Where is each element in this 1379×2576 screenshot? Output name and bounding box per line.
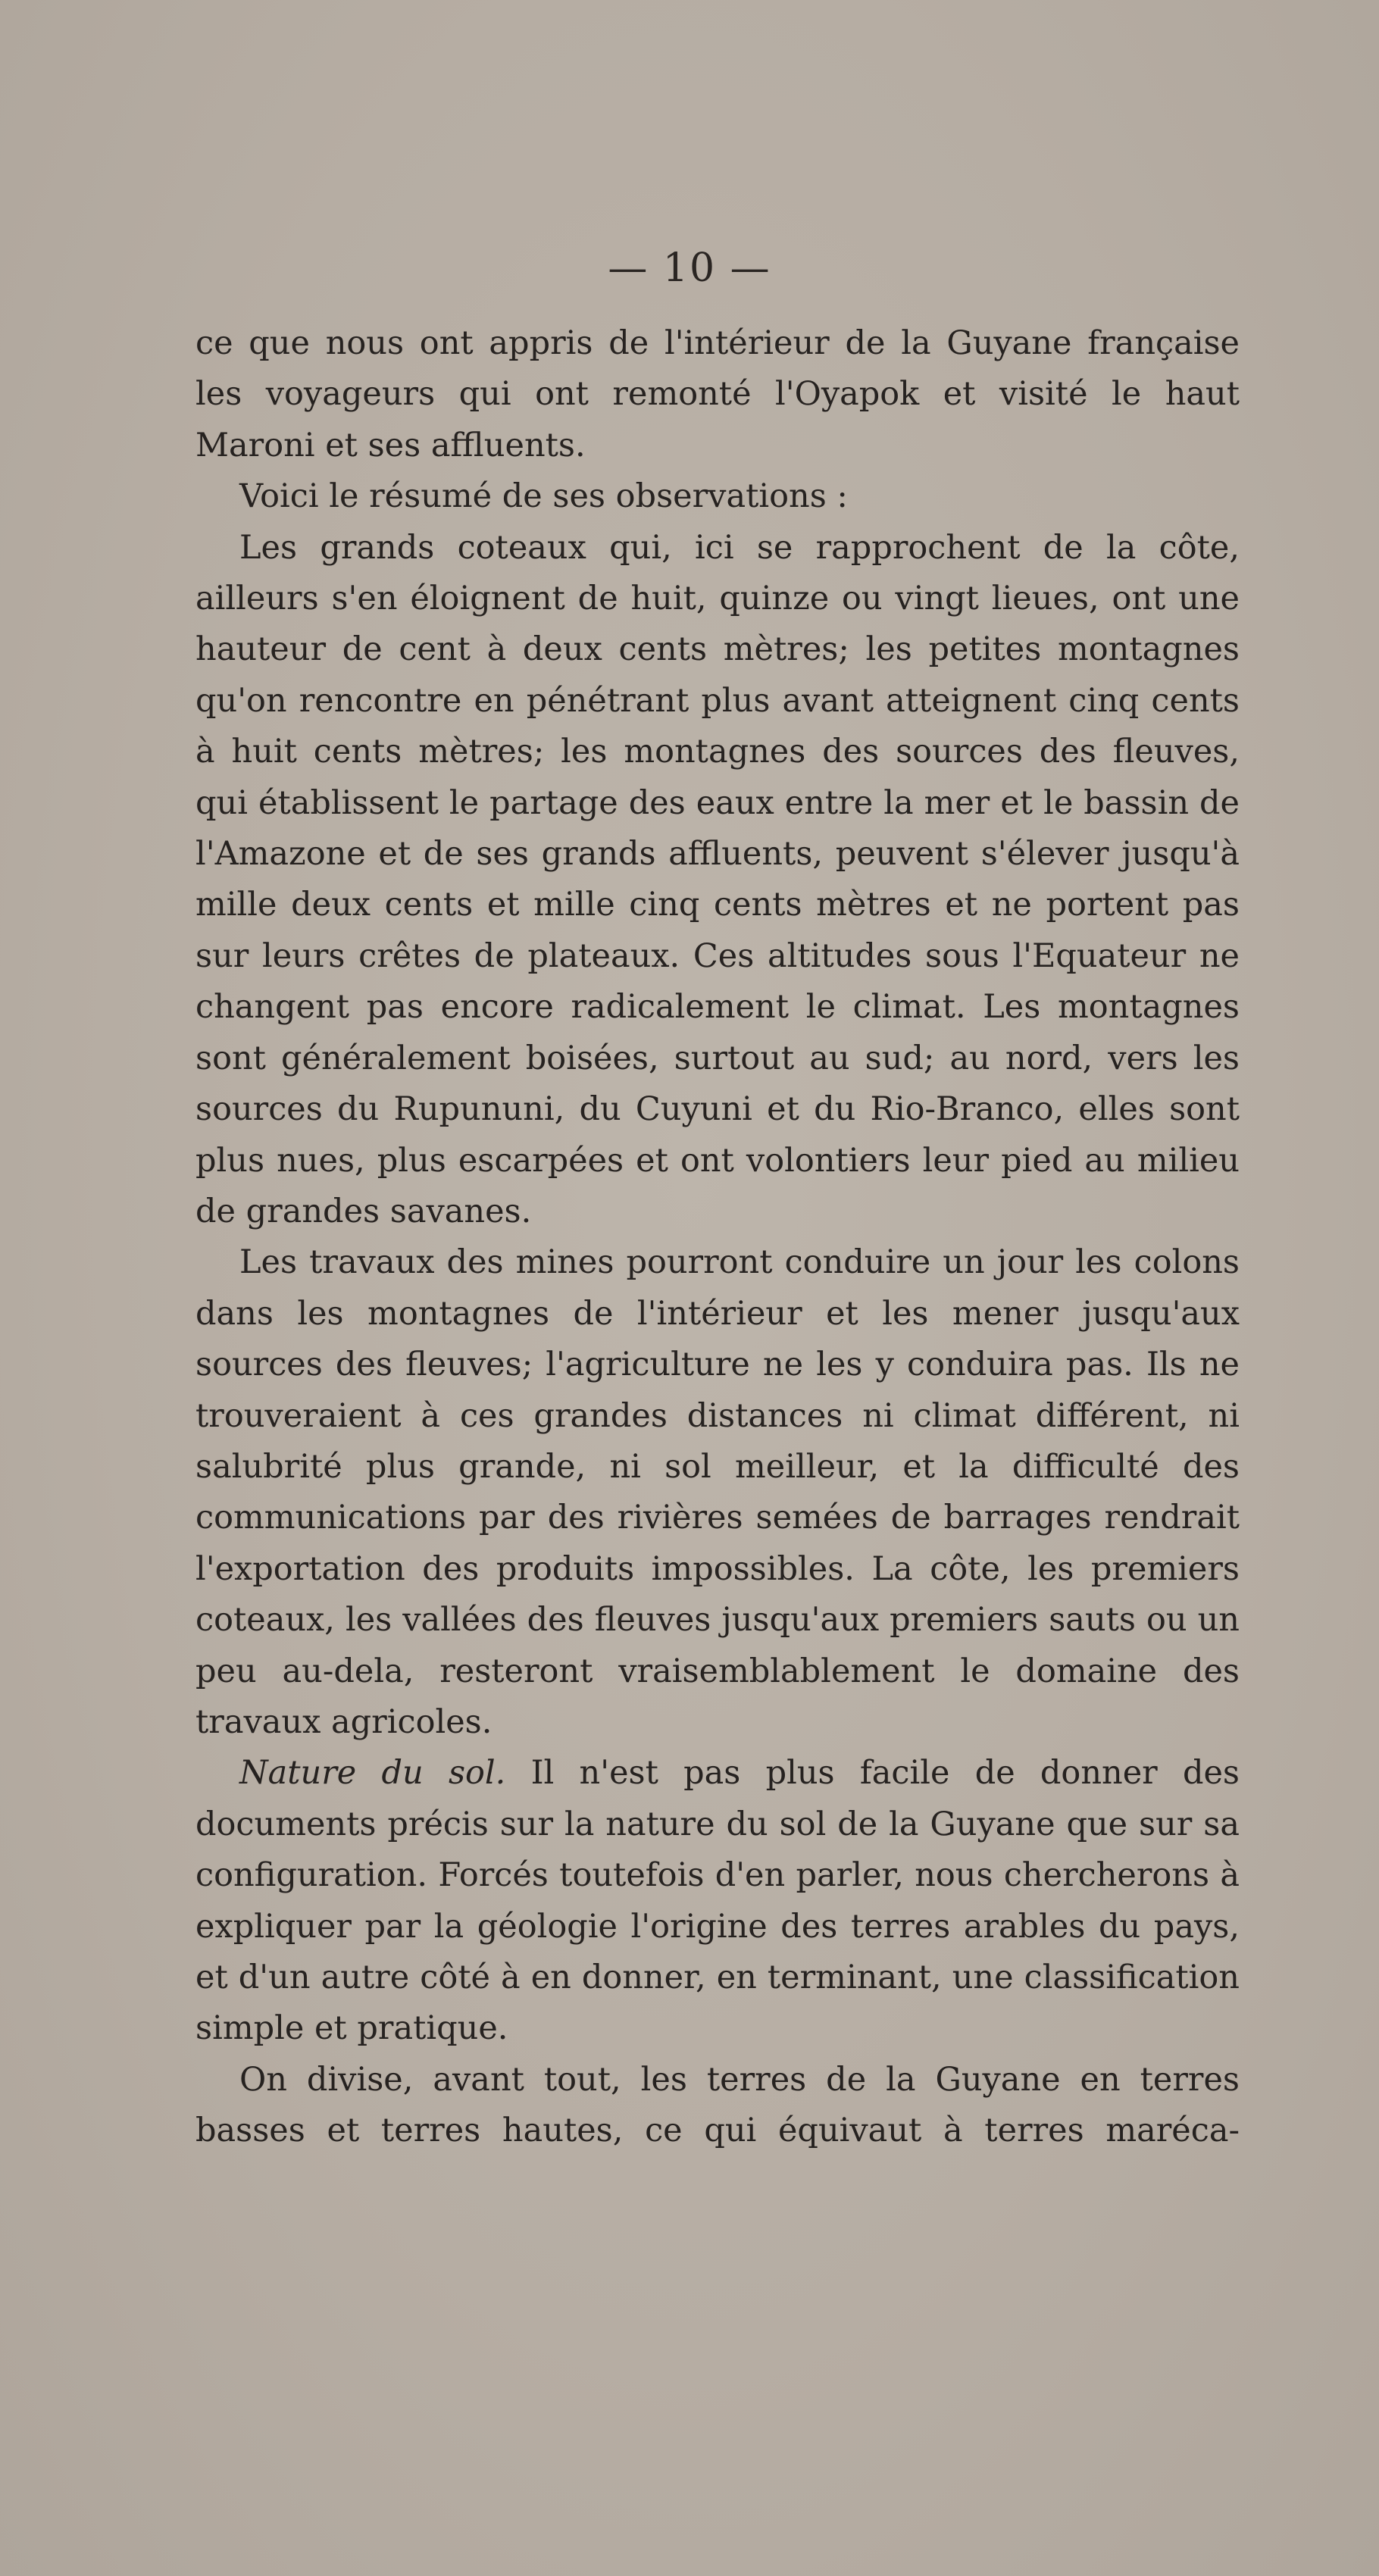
section-heading: Nature du sol. <box>239 1754 506 1793</box>
paragraph-coteaux: Les grands coteaux qui, ici se rapprochent de la côte, ailleurs s'en éloignent de huit, quinze ou vingt lieues, ont une hauteur de cent à deux cents mètres; les petites montagnes qu'on rencontre en pénétrant plus avant atteignent cinq cents à huit cents mètres; les montagnes des sources des fleuves, qui établissent le partage des eaux entre la mer et le bassin de l'Amazone et de ses grands affluents, peuvent s'élever jusqu'à mille deux cents et mille cinq cents mètres et ne portent pas sur leurs crêtes de plateaux. Ces altitudes sous l'Equateur ne changent pas encore radicalement le climat. Les montagnes sont généralement boisées, surtout au sud; au nord, vers les sources du Rupununi, du Cuyuni et du Rio-Branco, elles sont plus nues, plus escarpées et ont volontiers leur pied au milieu de grandes savanes. <box>195 528 1240 1230</box>
paragraph-nature-du-sol <box>195 1748 1240 2054</box>
paragraph-observations-intro: Voici le résumé de ses observations : <box>239 477 848 516</box>
body-text <box>195 318 1240 2157</box>
paragraph-nature-du-sol-text: Il n'est pas plus facile de donner des documents précis sur la nature du sol de la Guyane que sur sa configuration. Forcés toutefois d'en parler, nous chercherons à expliquer par la géologie l'origine des terres arables du pays, et d'un autre côté à en donner, en terminant, une classification simple et pratique. <box>195 1754 1240 2048</box>
page-number: — 10 — <box>608 245 771 291</box>
paragraph-division-terres: On divise, avant tout, les terres de la Guyane en terres basses et terres hautes, ce qui équivaut à terres maréca- <box>195 2060 1240 2150</box>
paragraph-travaux-mines: Les travaux des mines pourront conduire un jour les colons dans les montagnes de l'intérieur et les mener jusqu'aux sources des fleuves; l'agriculture ne les y conduira pas. Ils ne trouveraient à ces grandes distances ni climat différent, ni salubrité plus grande, ni sol meilleur, et la difficulté des communications par des rivières semées de barrages rendrait l'exportation des produits impossibles. La côte, les premiers coteaux, les vallées des fleuves jusqu'aux premiers sauts ou un peu au-dela, resteront vraisemblablement le domaine des travaux agricoles. <box>195 1243 1240 1741</box>
paragraph-continuation: ce que nous ont appris de l'intérieur de la Guyane française les voyageurs qui ont remonté l'Oyapok et visité le haut Maroni et ses affluents. <box>195 324 1240 464</box>
